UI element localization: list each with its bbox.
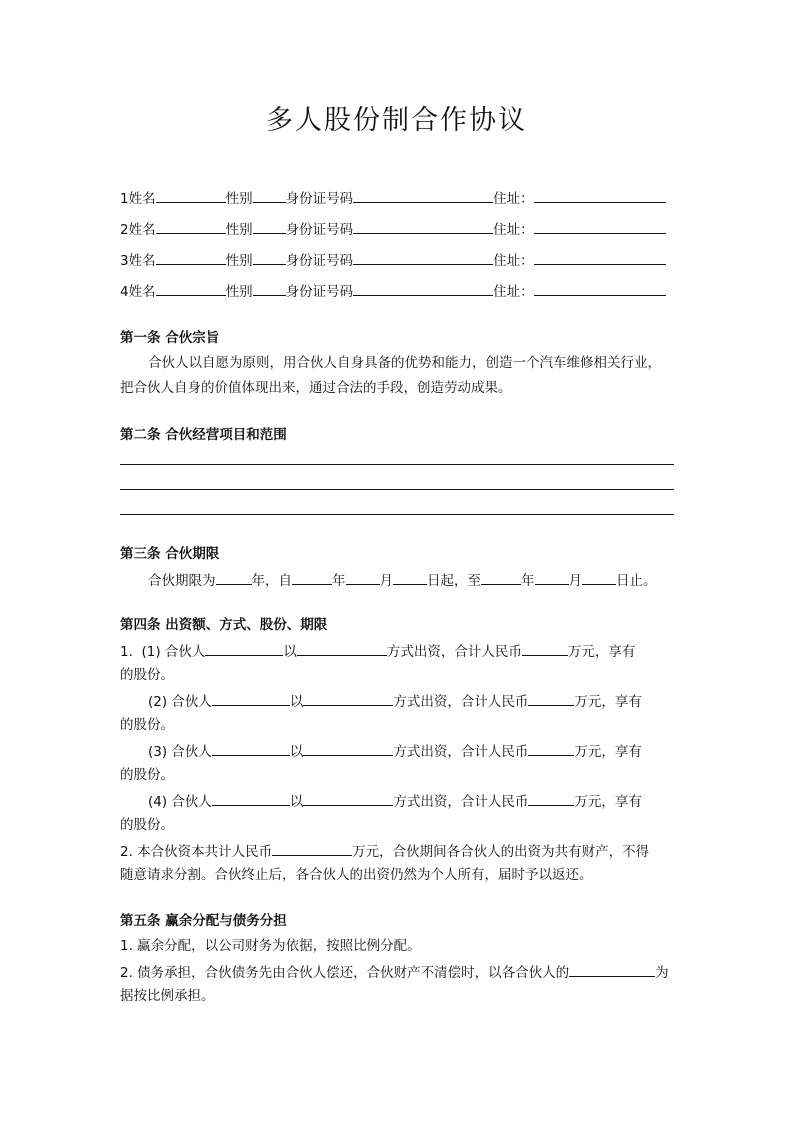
address-label: 住址： — [493, 222, 534, 238]
article-5-heading: 第五条 赢余分配与债务分担 — [120, 913, 287, 929]
term-to-label: 日起，至 — [427, 573, 481, 589]
contribution-line-1 — [120, 641, 674, 661]
debt-line-2: 据按比例承担。 — [120, 988, 215, 1004]
end-month-blank[interactable] — [535, 570, 569, 585]
article-1-text-1: 合伙人以自愿为原则，用合伙人自身具备的优势和能力，创造一个汽车维修相关行业， — [148, 355, 661, 371]
amount-blank[interactable] — [528, 741, 574, 756]
id-label: 身份证号码 — [285, 253, 354, 269]
article-1-heading: 第一条 合伙宗旨 — [120, 330, 220, 346]
article-1-text-2: 把合伙人自身的价值体现出来，通过合法的手段，创造劳动成果。 — [120, 380, 512, 396]
profit-distribution-text: 1. 赢余分配，以公司财务为依据，按照比例分配。 — [120, 938, 421, 954]
amount-blank[interactable] — [522, 641, 568, 656]
shares-text: 的股份。 — [120, 667, 174, 683]
debt-line — [120, 962, 674, 982]
name-label: 姓名 — [128, 222, 156, 238]
item-index: (2) — [148, 694, 168, 710]
debt-label: 2. 债务承担，合伙债务先由合伙人偿还，合伙财产不清偿时，以各合伙人的 — [120, 965, 570, 981]
item-index: (3) — [148, 744, 168, 760]
year-label: 年 — [521, 573, 535, 589]
method-blank[interactable] — [297, 641, 387, 656]
term-line — [120, 570, 702, 590]
id-label: 身份证号码 — [285, 222, 354, 238]
address-label: 住址： — [493, 284, 534, 300]
gender-blank[interactable] — [253, 219, 286, 234]
item-index: (4) — [148, 794, 168, 810]
end-day-blank[interactable] — [582, 570, 616, 585]
scope-blank-line-3[interactable] — [120, 514, 674, 515]
method-label: 方式出资，合计人民币 — [386, 644, 522, 660]
id-blank[interactable] — [353, 219, 493, 234]
id-blank[interactable] — [353, 281, 493, 296]
id-label: 身份证号码 — [285, 284, 354, 300]
term-end-label: 日止。 — [616, 573, 657, 589]
gender-label: 性别 — [225, 191, 253, 207]
name-blank[interactable] — [156, 281, 226, 296]
id-blank[interactable] — [353, 188, 493, 203]
partner-label: 合伙人 — [171, 794, 212, 810]
unit-label: 万元，享有 — [574, 744, 642, 760]
name-label: 姓名 — [128, 191, 156, 207]
total-capital-line-2: 随意请求分割。合伙终止后，各合伙人的出资仍然为个人所有，届时予以返还。 — [120, 867, 593, 883]
gender-label: 性别 — [225, 222, 253, 238]
partner-blank[interactable] — [212, 791, 290, 806]
method-label: 方式出资，合计人民币 — [393, 744, 529, 760]
name-blank[interactable] — [156, 219, 226, 234]
party-line-2 — [120, 219, 674, 239]
total-capital-text: 万元，合伙期间各合伙人的出资为共有财产，不得 — [352, 844, 650, 860]
party-number: 1 — [120, 191, 129, 207]
gender-blank[interactable] — [253, 188, 286, 203]
shares-text: 的股份。 — [120, 767, 174, 783]
article-3-heading: 第三条 合伙期限 — [120, 546, 220, 562]
shares-text: 的股份。 — [120, 717, 174, 733]
partner-blank[interactable] — [212, 691, 290, 706]
start-month-blank[interactable] — [346, 570, 380, 585]
term-label: 合伙期限为 — [148, 573, 216, 589]
party-line-3 — [120, 250, 674, 270]
scope-blank-line-2[interactable] — [120, 489, 674, 490]
gender-label: 性别 — [225, 253, 253, 269]
partner-label: 合伙人 — [171, 694, 212, 710]
amount-blank[interactable] — [528, 691, 574, 706]
party-line-1 — [120, 188, 674, 208]
unit-label: 万元，享有 — [567, 644, 636, 660]
name-label: 姓名 — [128, 284, 156, 300]
debt-label-end: 为 — [655, 965, 669, 981]
gender-blank[interactable] — [253, 281, 286, 296]
contribution-line-4 — [120, 791, 702, 811]
article-4-heading: 第四条 出资额、方式、股份、期限 — [120, 617, 328, 633]
year-label: 年 — [332, 573, 346, 589]
gender-label: 性别 — [225, 284, 253, 300]
total-capital-label: 2. 本合伙资本共计人民币 — [120, 844, 273, 860]
month-label: 月 — [379, 573, 393, 589]
article-2-heading: 第二条 合伙经营项目和范围 — [120, 427, 287, 443]
address-label: 住址： — [493, 253, 534, 269]
by-label: 以 — [289, 694, 304, 710]
id-label: 身份证号码 — [285, 191, 354, 207]
party-line-4 — [120, 281, 674, 301]
name-label: 姓名 — [128, 253, 156, 269]
unit-label: 万元，享有 — [574, 794, 642, 810]
start-day-blank[interactable] — [393, 570, 427, 585]
total-capital-line — [120, 841, 674, 861]
by-label: 以 — [289, 794, 304, 810]
name-blank[interactable] — [156, 188, 226, 203]
start-year-blank[interactable] — [292, 570, 332, 585]
partner-label: 合伙人 — [164, 644, 206, 660]
amount-blank[interactable] — [528, 791, 574, 806]
document-title: 多人股份制合作协议 — [266, 105, 527, 136]
address-blank[interactable] — [534, 281, 666, 296]
id-blank[interactable] — [353, 250, 493, 265]
item-index: (1) — [141, 644, 161, 660]
method-blank[interactable] — [303, 691, 393, 706]
address-label: 住址： — [493, 191, 534, 207]
partner-blank[interactable] — [212, 741, 290, 756]
party-number: 2 — [120, 222, 129, 238]
address-blank[interactable] — [534, 250, 666, 265]
method-blank[interactable] — [303, 741, 393, 756]
end-year-blank[interactable] — [481, 570, 521, 585]
contribution-line-3 — [120, 741, 702, 761]
partner-blank[interactable] — [205, 641, 283, 656]
term-years-blank[interactable] — [216, 570, 252, 585]
address-blank[interactable] — [534, 188, 666, 203]
total-capital-blank[interactable] — [272, 841, 352, 856]
method-label: 方式出资，合计人民币 — [393, 794, 529, 810]
by-label: 以 — [289, 744, 304, 760]
term-from-label: 年，自 — [251, 573, 292, 589]
debt-basis-blank[interactable] — [569, 962, 655, 977]
item-number: 1. — [120, 644, 133, 660]
party-number: 4 — [120, 284, 129, 300]
party-number: 3 — [120, 253, 129, 269]
method-blank[interactable] — [303, 791, 393, 806]
address-blank[interactable] — [534, 219, 666, 234]
partner-label: 合伙人 — [171, 744, 212, 760]
shares-text: 的股份。 — [120, 817, 174, 833]
by-label: 以 — [283, 644, 297, 660]
method-label: 方式出资，合计人民币 — [393, 694, 529, 710]
contribution-line-2 — [120, 691, 702, 711]
name-blank[interactable] — [156, 250, 226, 265]
month-label: 月 — [568, 573, 582, 589]
gender-blank[interactable] — [253, 250, 286, 265]
scope-blank-line-1[interactable] — [120, 464, 674, 465]
unit-label: 万元，享有 — [574, 694, 642, 710]
